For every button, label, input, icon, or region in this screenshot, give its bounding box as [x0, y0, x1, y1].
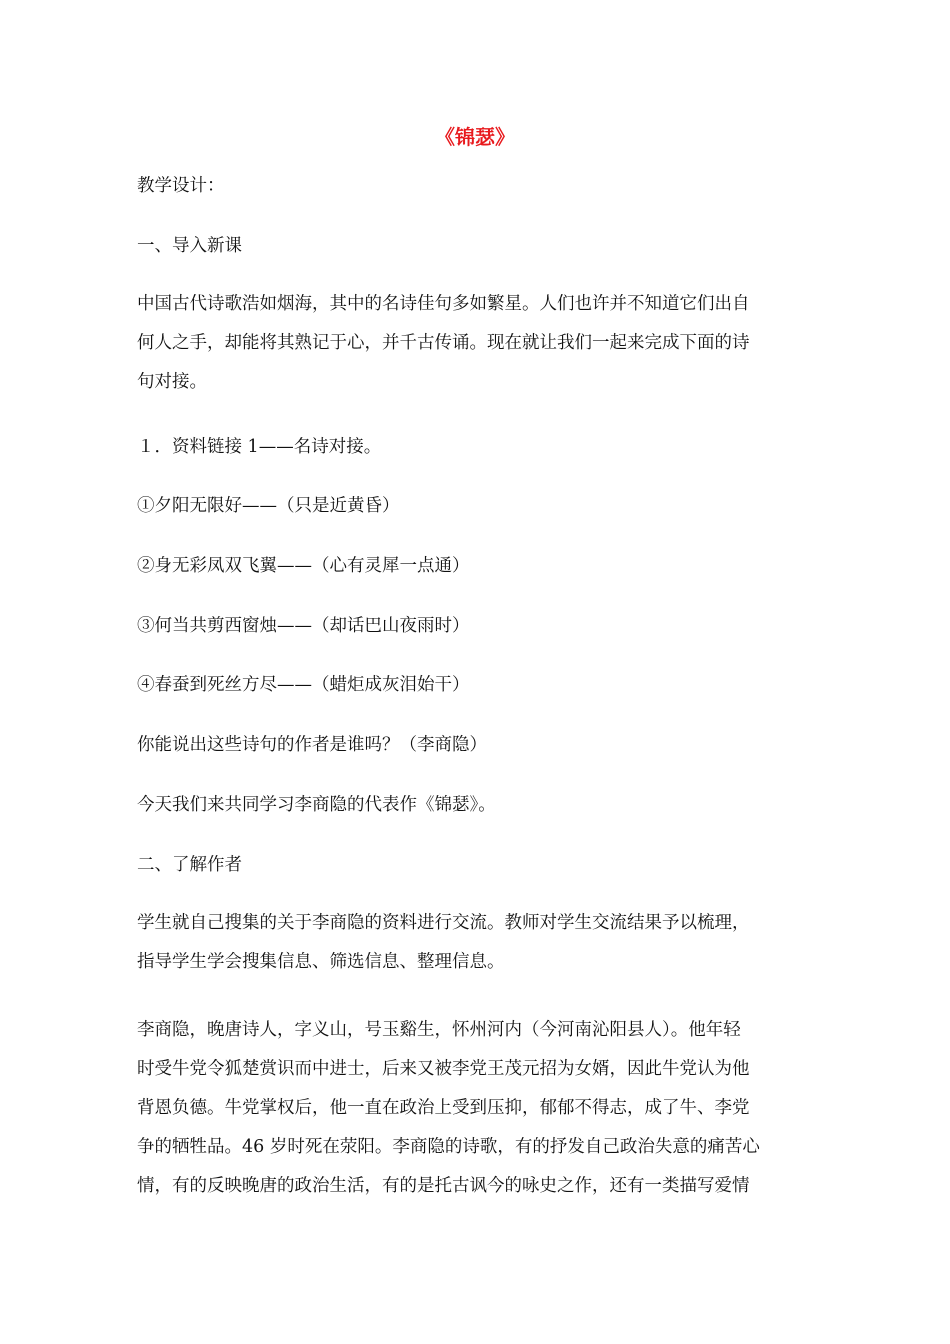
exchange-paragraph — [137, 904, 827, 982]
poem-item: ②身无彩凤双飞翼——（心有灵犀一点通） — [137, 556, 470, 576]
design-label: 教学设计： — [137, 176, 225, 196]
biography-line: 背恩负德。牛党掌权后，他一直在政治上受到压抑，郁郁不得志，成了牛、李党 — [137, 1098, 750, 1118]
intro-line: 中国古代诗歌浩如烟海，其中的名诗佳句多如繁星。人们也许并不知道它们出自 — [137, 294, 750, 314]
biography-line: 时受牛党令狐楚赏识而中进士，后来又被李党王茂元招为女婿，因此牛党认为他 — [137, 1059, 750, 1079]
section-heading-intro: 一、导入新课 — [137, 236, 242, 256]
poem-item: ④春蚕到死丝方尽——（蜡炬成灰泪始干） — [137, 675, 470, 695]
exchange-line: 指导学生学会搜集信息、筛选信息、整理信息。 — [137, 952, 505, 972]
poem-item: ①夕阳无限好——（只是近黄昏） — [137, 496, 400, 516]
biography-line: 争的牺牲品。46 岁时死在荥阳。李商隐的诗歌，有的抒发自己政治失意的痛苦心 — [137, 1137, 760, 1157]
biography-paragraph — [137, 1011, 827, 1206]
author-question: 你能说出这些诗句的作者是谁吗？（李商隐） — [137, 735, 487, 755]
biography-line: 情，有的反映晚唐的政治生活，有的是托古讽今的咏史之作，还有一类描写爱情 — [137, 1176, 750, 1196]
document-title: 《锦瑟》 — [435, 125, 515, 149]
material-link-label: １．资料链接 1——名诗对接。 — [137, 437, 382, 457]
exchange-line: 学生就自己搜集的关于李商隐的资料进行交流。教师对学生交流结果予以梳理， — [137, 913, 750, 933]
section-heading-author: 二、了解作者 — [137, 855, 242, 875]
poem-item: ③何当共剪西窗烛——（却话巴山夜雨时） — [137, 616, 470, 636]
intro-line: 何人之手，却能将其熟记于心，并千古传诵。现在就让我们一起来完成下面的诗 — [137, 333, 750, 353]
intro-line: 句对接。 — [137, 372, 207, 392]
today-lesson: 今天我们来共同学习李商隐的代表作《锦瑟》。 — [137, 795, 496, 815]
intro-paragraph — [137, 285, 827, 402]
biography-line: 李商隐，晚唐诗人，字义山，号玉谿生，怀州河内（今河南沁阳县人）。他年轻 — [137, 1020, 741, 1040]
